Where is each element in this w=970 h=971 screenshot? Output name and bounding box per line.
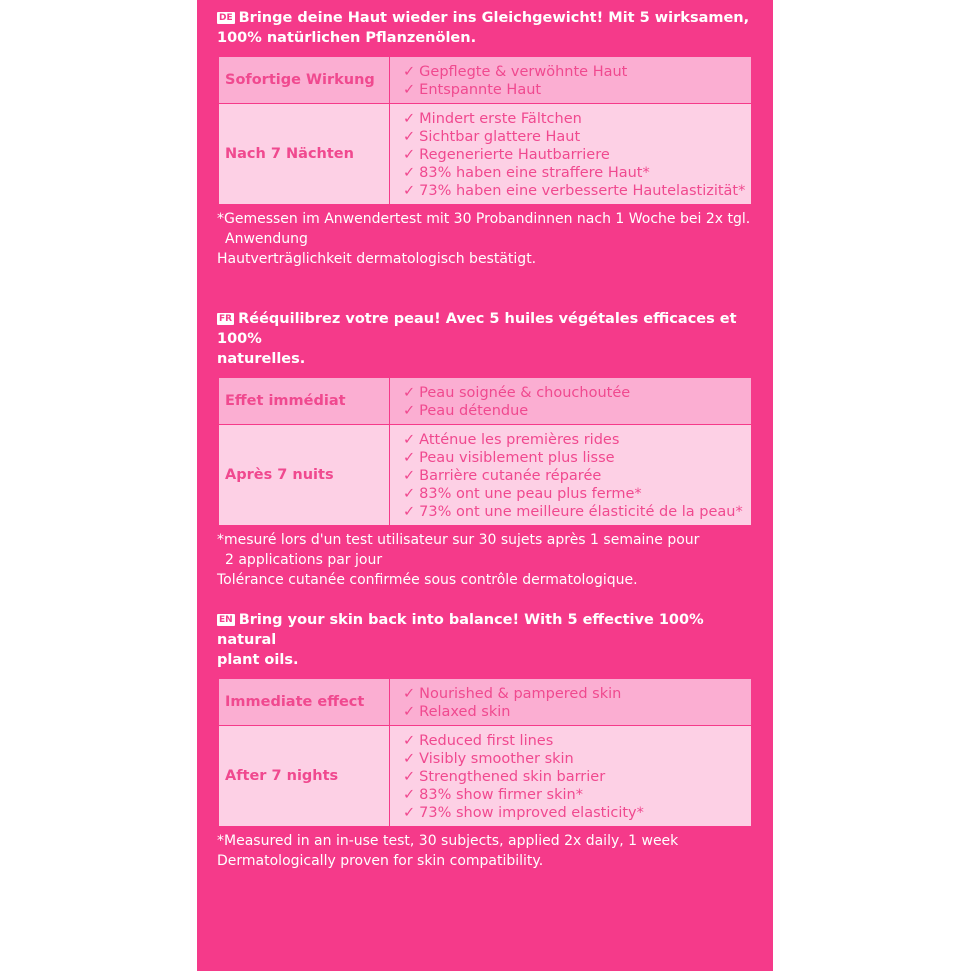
section-fr: [217, 309, 753, 590]
headline-line-1: Bring your skin back into balance! With 5 effective 100% natural: [217, 612, 704, 648]
list-item: ✓ 83% ont une peau plus ferme*: [403, 485, 642, 502]
row-items: [390, 57, 752, 104]
row-items: [390, 104, 752, 205]
check-icon: ✓: [403, 732, 416, 749]
benefit-row-7-days: [219, 104, 752, 205]
benefits-table: [218, 377, 752, 526]
list-item: ✓ Sichtbar glattere Haut: [403, 128, 581, 145]
benefits-table: [218, 56, 752, 205]
headline-line-1: Rééquilibrez votre peau! Avec 5 huiles végétales efficaces et 100%: [217, 311, 737, 347]
row-label: Sofortige Wirkung: [219, 57, 390, 104]
footnote-continued: 2 applications par jour: [225, 552, 383, 568]
footnotes: [217, 530, 753, 590]
list-item: ✓ 73% ont une meilleure élasticité de la peau*: [403, 503, 743, 520]
footnote-continued: Anwendung: [225, 231, 308, 247]
headline-line-2: plant oils.: [217, 652, 299, 668]
check-icon: ✓: [403, 164, 416, 181]
check-icon: ✓: [403, 467, 416, 484]
check-icon: ✓: [403, 750, 416, 767]
headline: [217, 610, 753, 670]
check-icon: ✓: [403, 63, 416, 80]
row-label: After 7 nights: [219, 726, 390, 827]
benefit-row-immediate: [219, 679, 752, 726]
list-item: ✓ Nourished & pampered skin: [403, 685, 622, 702]
list-item: ✓ 73% haben eine verbesserte Hautelastizität*: [403, 182, 746, 199]
list-item: ✓ Mindert erste Fältchen: [403, 110, 582, 127]
tolerance-note: Dermatologically proven for skin compatibility.: [217, 853, 544, 869]
check-icon: ✓: [403, 685, 416, 702]
list-item: ✓ Strengthened skin barrier: [403, 768, 606, 785]
lang-badge: DE: [219, 13, 233, 23]
list-item: ✓ Reduced first lines: [403, 732, 554, 749]
footnote: *mesuré lors d'un test utilisateur sur 30 sujets après 1 semaine pour: [217, 532, 700, 548]
list-item: ✓ 73% show improved elasticity*: [403, 804, 644, 821]
check-icon: ✓: [403, 431, 416, 448]
benefit-row-7-days: [219, 425, 752, 526]
headline: [217, 309, 753, 369]
benefit-row-immediate: [219, 57, 752, 104]
lang-badge: FR: [219, 314, 233, 324]
check-icon: ✓: [403, 182, 416, 199]
row-items: [390, 679, 752, 726]
benefit-row-7-days: [219, 726, 752, 827]
check-icon: ✓: [403, 384, 416, 401]
check-icon: ✓: [403, 449, 416, 466]
list-item: ✓ Peau visiblement plus lisse: [403, 449, 615, 466]
list-item: ✓ Peau détendue: [403, 402, 529, 419]
row-label: Nach 7 Nächten: [219, 104, 390, 205]
check-icon: ✓: [403, 503, 416, 520]
section-en: [217, 610, 753, 871]
footnote: *Measured in an in-use test, 30 subjects, applied 2x daily, 1 week: [217, 833, 679, 849]
row-label: Après 7 nuits: [219, 425, 390, 526]
check-icon: ✓: [403, 485, 416, 502]
check-icon: ✓: [403, 804, 416, 821]
check-icon: ✓: [403, 128, 416, 145]
check-icon: ✓: [403, 110, 416, 127]
list-item: ✓ 83% haben eine straffere Haut*: [403, 164, 650, 181]
check-icon: ✓: [403, 81, 416, 98]
list-item: ✓ Regenerierte Hautbarriere: [403, 146, 610, 163]
row-label: Immediate effect: [219, 679, 390, 726]
headline-line-2: 100% natürlichen Pflanzenölen.: [217, 30, 477, 46]
lang-badge: EN: [219, 615, 233, 625]
list-item: ✓ Barrière cutanée réparée: [403, 467, 602, 484]
row-label: Effet immédiat: [219, 378, 390, 425]
headline: [217, 8, 753, 48]
benefit-row-immediate: [219, 378, 752, 425]
row-items: [390, 726, 752, 827]
list-item: ✓ Visibly smoother skin: [403, 750, 574, 767]
row-items: [390, 378, 752, 425]
list-item: ✓ Atténue les premières rides: [403, 431, 620, 448]
footnotes: [217, 209, 753, 269]
headline-line-2: naturelles.: [217, 351, 306, 367]
list-item: ✓ Relaxed skin: [403, 703, 511, 720]
list-item: ✓ Peau soignée & chouchoutée: [403, 384, 631, 401]
tolerance-note: Hautverträglichkeit dermatologisch bestätigt.: [217, 251, 537, 267]
row-items: [390, 425, 752, 526]
list-item: ✓ Entspannte Haut: [403, 81, 542, 98]
check-icon: ✓: [403, 786, 416, 803]
check-icon: ✓: [403, 146, 416, 163]
headline-line-1: Bringe deine Haut wieder ins Gleichgewicht! Mit 5 wirksamen,: [238, 10, 750, 26]
check-icon: ✓: [403, 703, 416, 720]
product-info-panel: [197, 0, 773, 971]
tolerance-note: Tolérance cutanée confirmée sous contrôle dermatologique.: [217, 572, 638, 588]
list-item: ✓ 83% show firmer skin*: [403, 786, 583, 803]
footnote: *Gemessen im Anwendertest mit 30 Probandinnen nach 1 Woche bei 2x tgl.: [217, 211, 751, 227]
list-item: ✓ Gepflegte & verwöhnte Haut: [403, 63, 628, 80]
section-de: [217, 8, 753, 269]
footnotes: [217, 831, 753, 871]
benefits-table: [218, 678, 752, 827]
check-icon: ✓: [403, 402, 416, 419]
check-icon: ✓: [403, 768, 416, 785]
